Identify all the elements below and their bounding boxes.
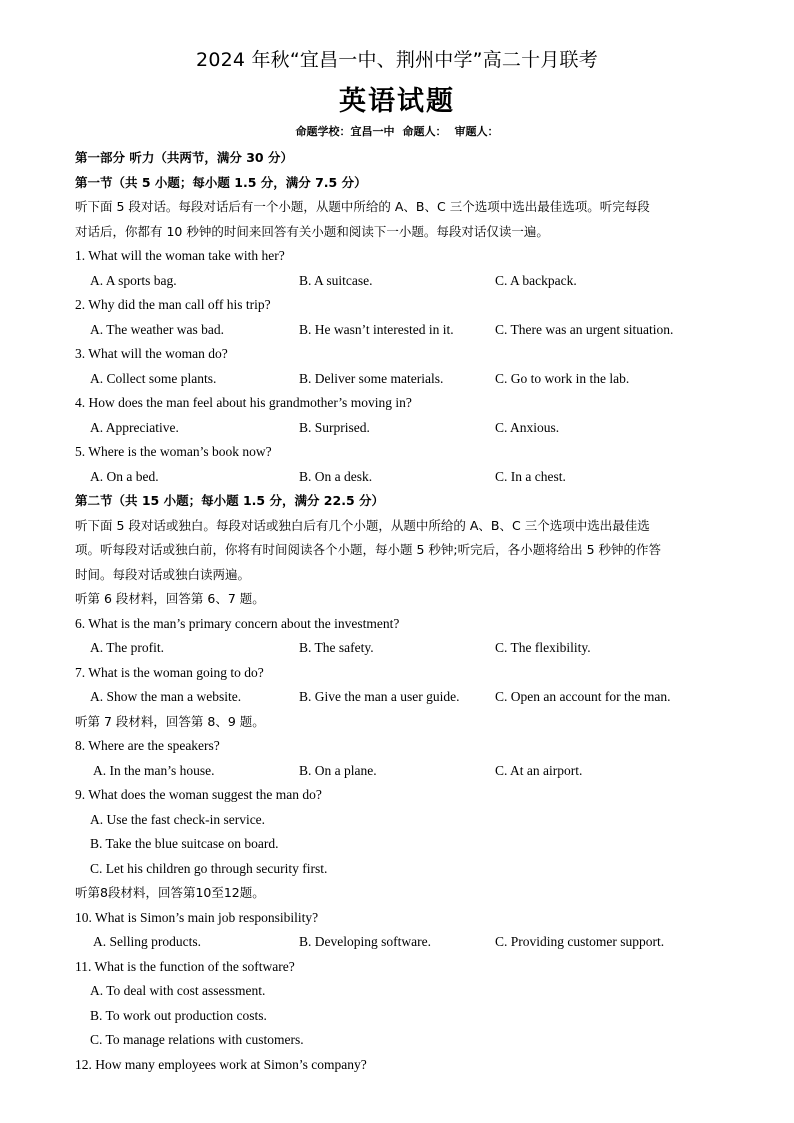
option-a: A. Collect some plants. [90, 370, 217, 386]
option-c: C. Open an account for the man. [495, 689, 671, 704]
subject-title: 英语试题 [339, 86, 455, 117]
option-b: B. Surprised. [299, 419, 370, 435]
question-stem: 12. How many employees work at Simon’s company? [75, 1056, 367, 1072]
meta-reviewer: 审题人： [454, 125, 499, 138]
option-c: C. Let his children go through security first. [90, 860, 328, 876]
question-options [75, 759, 725, 784]
option-c: C. There was an urgent situation. [495, 321, 674, 337]
question-stem: 11. What is the function of the software? [75, 958, 295, 974]
question-options [75, 465, 725, 490]
section1-heading: 第一节（共 5 小题；每小题 1.5 分，满分 7.5 分） [75, 174, 367, 190]
section2-instruction: 项。听每段对话或独白前，你将有时间阅读各个小题，每小题 5 秒钟;听完后，各小题将给出 5 秒钟的作答 [75, 542, 662, 557]
question-stem: 6. What is the man’s primary concern about the investment? [75, 615, 400, 631]
option-c: C. At an airport. [495, 762, 583, 778]
question-stem: 9. What does the woman suggest the man do? [75, 787, 322, 802]
question-stem: 10. What is Simon’s main job responsibility? [75, 909, 319, 925]
section2-instruction: 时间。每段对话或独白读两遍。 [75, 566, 251, 582]
option-c: C. The flexibility. [495, 640, 591, 655]
option-b: B. He wasn’t interested in it. [299, 321, 454, 337]
material-note: 听第8段材料，回答第10至12题。 [75, 885, 265, 900]
option-b: B. On a plane. [299, 762, 377, 778]
section2-heading: 第二节（共 15 小题；每小题 1.5 分，满分 22.5 分） [75, 493, 384, 508]
option-a: A. To deal with cost assessment. [90, 983, 266, 998]
option-c: C. Providing customer support. [495, 934, 665, 949]
option-a: A. Use the fast check-in service. [90, 811, 266, 827]
question-options [75, 416, 725, 441]
exam-meta [0, 124, 794, 140]
option-a: A. In the man’s house. [93, 762, 215, 778]
meta-author: 命题人： [402, 125, 447, 138]
exam-title: 2024 年秋“宜昌一中、荆州中学”高二十月联考 [196, 49, 598, 71]
option-a: A. The weather was bad. [90, 321, 224, 337]
option-c: C. Anxious. [495, 419, 560, 435]
section2-instruction: 听下面 5 段对话或独白。每段对话或独白后有几个小题，从题中所给的 A、B、C 三个选项中选出最佳选 [75, 517, 650, 533]
option-a: A. Selling products. [93, 934, 201, 949]
material-note: 听第 6 段材料，回答第 6、7 题。 [75, 591, 265, 606]
question-options [75, 636, 725, 661]
option-a: A. The profit. [90, 640, 164, 655]
question-stem: 3. What will the woman do? [75, 346, 228, 361]
exam-content [75, 146, 725, 1077]
option-b: B. Deliver some materials. [299, 370, 444, 386]
section1-instruction: 听下面 5 段对话。每段对话后有一个小题，从题中所给的 A、B、C 三个选项中选出最佳选项。听完每段 [75, 199, 650, 214]
option-a: A. Show the man a website. [90, 689, 242, 704]
option-b: B. Developing software. [299, 934, 431, 949]
question-stem: 2. Why did the man call off his trip? [75, 297, 271, 312]
question-options [75, 930, 725, 955]
option-c: C. Go to work in the lab. [495, 370, 630, 386]
question-options [75, 269, 725, 294]
option-b: B. Take the blue suitcase on board. [90, 836, 279, 851]
option-b: B. On a desk. [299, 468, 373, 484]
option-a: A. A sports bag. [90, 272, 177, 288]
question-stem: 4. How does the man feel about his grandmother’s moving in? [75, 395, 412, 410]
part-heading: 第一部分 听力（共两节，满分 30 分） [75, 150, 293, 165]
meta-school: 命题学校：宜昌一中 [295, 125, 395, 138]
section1-instruction: 对话后，你都有 10 秒钟的时间来回答有关小题和阅读下一小题。每段对话仅读一遍。 [75, 223, 549, 239]
option-a: A. On a bed. [90, 468, 159, 484]
question-stem: 5. Where is the woman’s book now? [75, 444, 272, 459]
question-options [75, 685, 725, 710]
material-note: 听第 7 段材料，回答第 8、9 题。 [75, 713, 265, 729]
option-b: B. A suitcase. [299, 272, 373, 288]
question-stem: 8. Where are the speakers? [75, 738, 220, 753]
option-b: B. To work out production costs. [90, 1007, 267, 1023]
option-c: C. To manage relations with customers. [90, 1032, 304, 1047]
option-b: B. Give the man a user guide. [299, 689, 460, 704]
question-stem: 1. What will the woman take with her? [75, 248, 285, 263]
option-b: B. The safety. [299, 640, 374, 655]
question-options [75, 367, 725, 392]
option-c: C. In a chest. [495, 468, 566, 484]
question-options [75, 318, 725, 343]
option-a: A. Appreciative. [90, 419, 179, 435]
question-stem: 7. What is the woman going to do? [75, 664, 264, 680]
option-c: C. A backpack. [495, 272, 577, 288]
